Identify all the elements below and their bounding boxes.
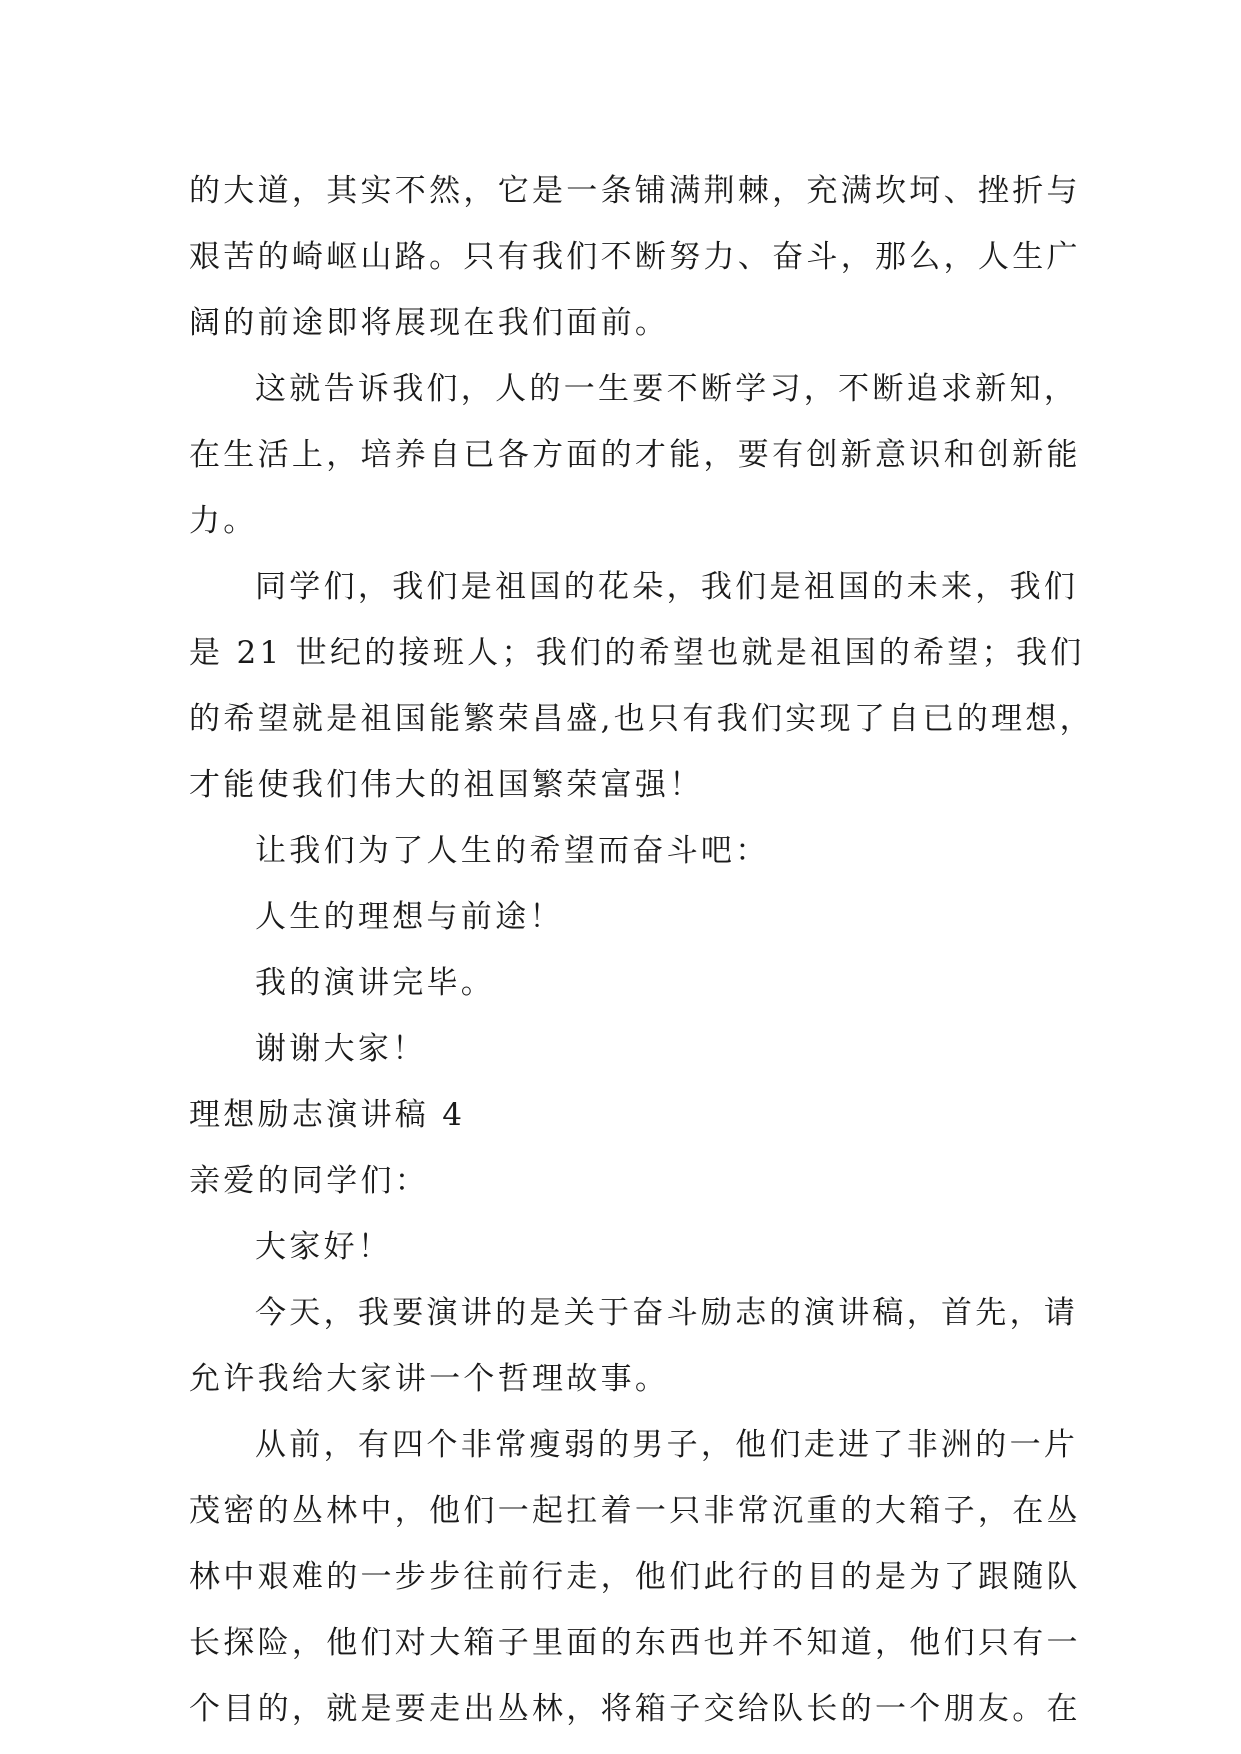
text-line: 才能使我们伟大的祖国繁荣富强！ — [189, 767, 704, 803]
paragraph-first-line: 我的演讲完毕。 — [255, 965, 496, 1001]
text-line: 阔的前途即将展现在我们面前。 — [189, 305, 670, 341]
text-line: 在生活上，培养自已各方面的才能，要有创新意识和创新能 — [189, 437, 1081, 473]
paragraph-first-line: 今天，我要演讲的是关于奋斗励志的演讲稿，首先，请 — [255, 1295, 1079, 1331]
text-line: 力。 — [189, 503, 258, 539]
text-line: 的大道，其实不然，它是一条铺满荆棘，充满坎坷、挫折与 — [189, 173, 1081, 209]
document-body — [189, 158, 1094, 1742]
paragraph-first-line: 同学们，我们是祖国的花朵，我们是祖国的未来，我们 — [255, 569, 1079, 605]
text-line: 个目的，就是要走出丛林，将箱子交给队长的一个朋友。在 — [189, 1691, 1081, 1727]
paragraph-first-line: 谢谢大家！ — [255, 1031, 427, 1067]
text-line: 是 21 世纪的接班人；我们的希望也就是祖国的希望；我们 — [189, 635, 1085, 671]
text-line: 林中艰难的一步步往前行走，他们此行的目的是为了跟随队 — [189, 1559, 1081, 1595]
paragraph-first-line: 让我们为了人生的希望而奋斗吧： — [255, 833, 770, 869]
text-line: 艰苦的崎岖山路。只有我们不断努力、奋斗，那么，人生广 — [189, 239, 1081, 275]
text-line: 的希望就是祖国能繁荣昌盛,也只有我们实现了自已的理想， — [189, 701, 1094, 737]
text-line: 茂密的丛林中，他们一起扛着一只非常沉重的大箱子，在丛 — [189, 1493, 1081, 1529]
paragraph-first-line: 这就告诉我们，人的一生要不断学习，不断追求新知， — [255, 371, 1079, 407]
text-line: 长探险，他们对大箱子里面的东西也并不知道，他们只有一 — [189, 1625, 1081, 1661]
text-line: 允许我给大家讲一个哲理故事。 — [189, 1361, 670, 1397]
section-heading: 理想励志演讲稿 4 — [189, 1097, 466, 1133]
salutation: 亲爱的同学们： — [189, 1163, 430, 1199]
paragraph-first-line: 从前，有四个非常瘦弱的男子，他们走进了非洲的一片 — [255, 1427, 1079, 1463]
paragraph-first-line: 人生的理想与前途！ — [255, 899, 564, 935]
paragraph-first-line: 大家好！ — [255, 1229, 393, 1265]
